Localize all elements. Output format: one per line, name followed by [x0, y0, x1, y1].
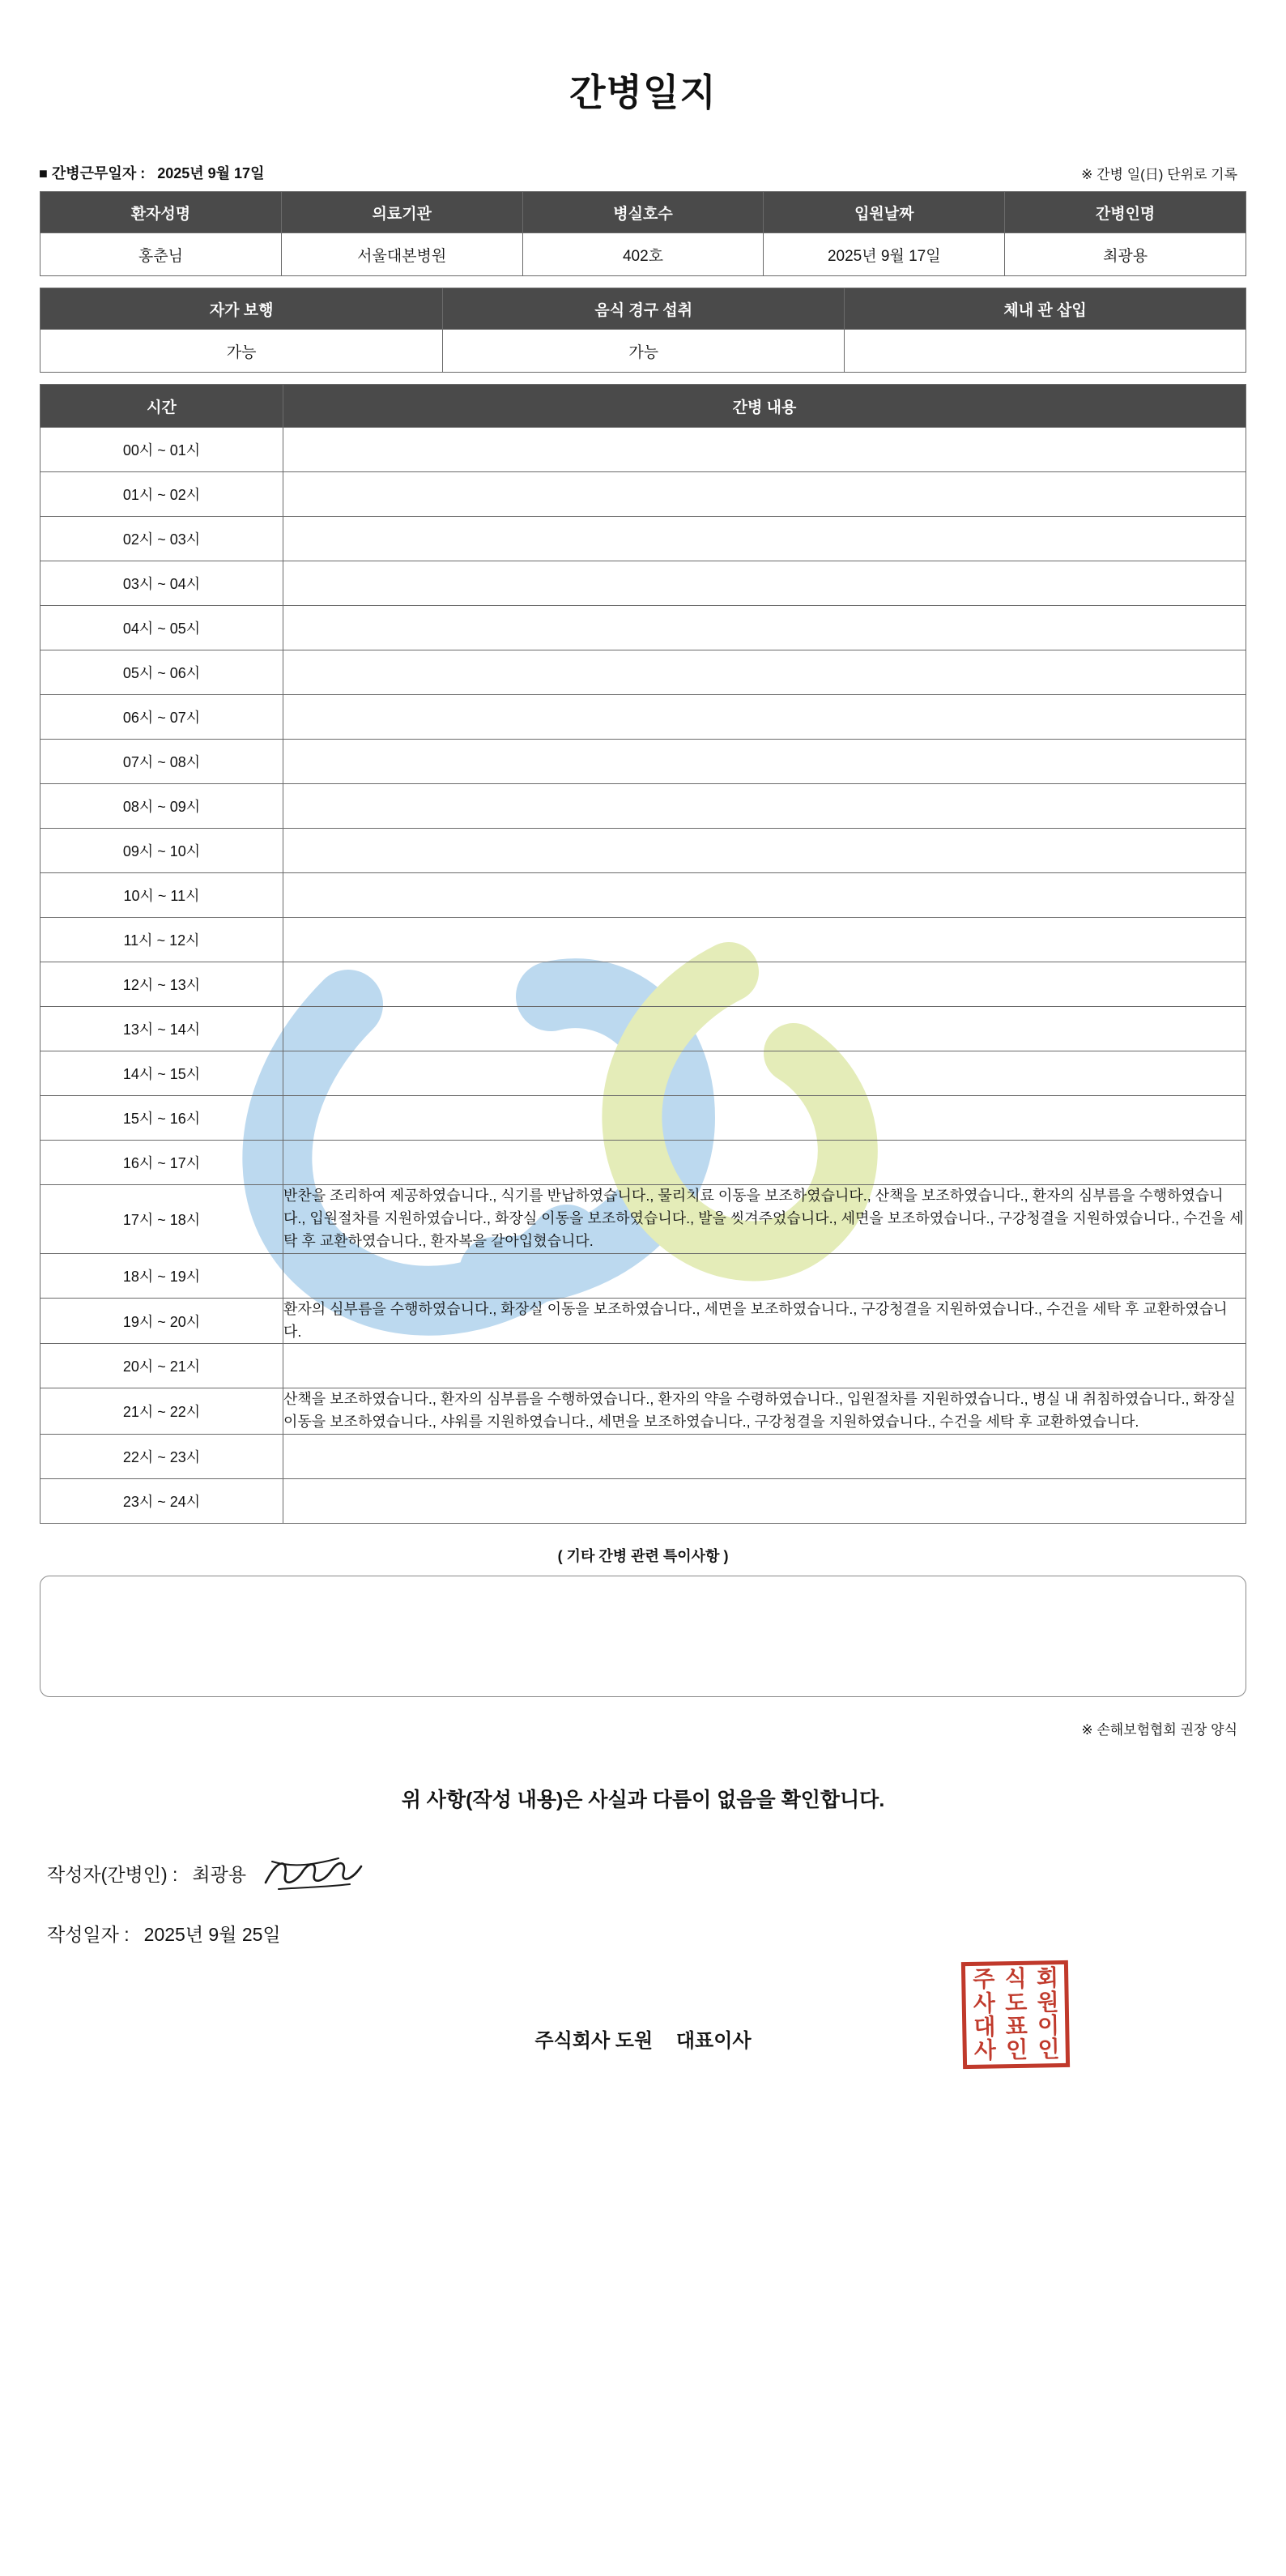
- table-row: [40, 561, 1246, 606]
- care-content[interactable]: [283, 606, 1246, 650]
- meta-row: [39, 162, 1237, 183]
- writer-row: [47, 1852, 1286, 1894]
- care-content[interactable]: [283, 650, 1246, 695]
- header-self-walking: 자가 보행: [40, 288, 443, 330]
- time-slot: 13시 ~ 14시: [40, 1007, 283, 1051]
- table-row: [40, 1007, 1246, 1051]
- care-content[interactable]: [283, 561, 1246, 606]
- table-row: [40, 740, 1246, 784]
- write-date-row: [47, 1920, 1286, 1947]
- time-slot: 10시 ~ 11시: [40, 873, 283, 918]
- header-care-content: 간병 내용: [283, 385, 1246, 428]
- header-room-number: 병실호수: [522, 192, 764, 233]
- table-header-row: [40, 192, 1246, 233]
- time-slot: 04시 ~ 05시: [40, 606, 283, 650]
- header-oral-intake: 음식 경구 섭취: [443, 288, 845, 330]
- value-room-number: 402호: [522, 233, 764, 276]
- table-row: [40, 1388, 1246, 1435]
- write-date-label: 작성일자 :: [47, 1924, 130, 1946]
- care-content[interactable]: 산책을 보조하였습니다., 환자의 심부름을 수행하였습니다., 환자의 약을 수령하였습니다., 입원절차를 지원하였습니다., 병실 내 취침하였습니다., 화장실 이동을 보조하였습니다., 샤워를 지원하였습니다., 세면을 보조하였습니다., 구강청결을 지원하였습니다., 수건을 세탁 후 교환하였습니다.: [283, 1388, 1246, 1435]
- time-slot: 00시 ~ 01시: [40, 428, 283, 472]
- care-content[interactable]: [283, 472, 1246, 517]
- care-content[interactable]: [283, 517, 1246, 561]
- care-content[interactable]: [283, 1253, 1246, 1298]
- table-header-row: [40, 385, 1246, 428]
- time-slot: 17시 ~ 18시: [40, 1185, 283, 1254]
- care-content[interactable]: [283, 1344, 1246, 1388]
- status-table: [40, 288, 1246, 373]
- time-slot: 01시 ~ 02시: [40, 472, 283, 517]
- table-row: [40, 606, 1246, 650]
- time-slot: 03시 ~ 04시: [40, 561, 283, 606]
- table-row: [40, 650, 1246, 695]
- care-content[interactable]: [283, 428, 1246, 472]
- table-row: [40, 1344, 1246, 1388]
- table-row: [40, 918, 1246, 962]
- value-hospital: 서울대본병원: [281, 233, 522, 276]
- header-caregiver-name: 간병인명: [1005, 192, 1246, 233]
- time-slot: 23시 ~ 24시: [40, 1479, 283, 1524]
- time-slot: 12시 ~ 13시: [40, 962, 283, 1007]
- time-slot: 09시 ~ 10시: [40, 829, 283, 873]
- table-row: [40, 873, 1246, 918]
- unit-note: ※ 간병 일(日) 단위로 기록: [1081, 167, 1237, 182]
- care-content[interactable]: [283, 1435, 1246, 1479]
- table-row: [40, 428, 1246, 472]
- care-content[interactable]: 반찬을 조리하여 제공하였습니다., 식기를 반납하였습니다., 물리치료 이동을 보조하였습니다., 산책을 보조하였습니다., 환자의 심부름을 수행하였습니다., 입원절차를 지원하였습니다., 화장실 이동을 보조하였습니다., 발을 씻겨주었습니다., 세면을 보조하였습니다., 구강청결을 지원하였습니다., 수건을 세탁 후 교환하였습니다., 환자복을 갈아입혔습니다.: [283, 1185, 1246, 1254]
- header-admission-date: 입원날짜: [764, 192, 1005, 233]
- time-slot: 18시 ~ 19시: [40, 1253, 283, 1298]
- time-slot: 06시 ~ 07시: [40, 695, 283, 740]
- care-log-table: [40, 384, 1246, 1524]
- value-admission-date: 2025년 9월 17일: [764, 233, 1005, 276]
- table-row: [40, 1479, 1246, 1524]
- care-content[interactable]: [283, 740, 1246, 784]
- value-oral-intake: 가능: [443, 330, 845, 373]
- time-slot: 21시 ~ 22시: [40, 1388, 283, 1435]
- work-date-label: ■ 간병근무일자 :: [39, 165, 146, 181]
- time-slot: 11시 ~ 12시: [40, 918, 283, 962]
- header-time: 시간: [40, 385, 283, 428]
- table-row: [40, 1253, 1246, 1298]
- company-name: 주식회사 도원: [534, 2030, 654, 2053]
- company-signature-line: [0, 1964, 1286, 2142]
- header-tube-insertion: 체내 관 삽입: [845, 288, 1246, 330]
- time-slot: 02시 ~ 03시: [40, 517, 283, 561]
- care-content[interactable]: [283, 1096, 1246, 1141]
- writer-value: 최광용: [192, 1863, 247, 1885]
- value-caregiver-name: 최광용: [1005, 233, 1246, 276]
- value-tube-insertion: [845, 330, 1246, 373]
- table-row: [40, 472, 1246, 517]
- work-date-value: 2025년 9월 17일: [157, 165, 265, 181]
- table-row: [40, 1185, 1246, 1254]
- care-content[interactable]: [283, 695, 1246, 740]
- notes-title: ( 기타 간병 관련 특이사항 ): [557, 1548, 729, 1565]
- table-row: [40, 233, 1246, 276]
- time-slot: 19시 ~ 20시: [40, 1298, 283, 1344]
- care-content[interactable]: [283, 1007, 1246, 1051]
- work-date: [39, 162, 264, 183]
- time-slot: 20시 ~ 21시: [40, 1344, 283, 1388]
- table-row: [40, 829, 1246, 873]
- care-content[interactable]: [283, 1141, 1246, 1185]
- time-slot: 08시 ~ 09시: [40, 784, 283, 829]
- care-content[interactable]: [283, 1051, 1246, 1096]
- patient-info-table: [40, 191, 1246, 276]
- company-stamp-icon: 주 식 회 사 도 원 대 표 이 사 인 인: [961, 1960, 1070, 2069]
- table-row: [40, 1051, 1246, 1096]
- table-row: [40, 784, 1246, 829]
- header-hospital: 의료기관: [281, 192, 522, 233]
- time-slot: 15시 ~ 16시: [40, 1096, 283, 1141]
- page-title: 간병일지: [569, 71, 717, 113]
- write-date-value: 2025년 9월 25일: [143, 1924, 281, 1946]
- confirmation-statement: 위 사항(작성 내용)은 사실과 다름이 없음을 확인합니다.: [401, 1789, 885, 1812]
- signature-icon: [261, 1852, 366, 1894]
- care-content[interactable]: [283, 784, 1246, 829]
- care-content[interactable]: 환자의 심부름을 수행하였습니다., 화장실 이동을 보조하였습니다., 세면을 보조하였습니다., 구강청결을 지원하였습니다., 수건을 세탁 후 교환하였습니다.: [283, 1298, 1246, 1344]
- time-slot: 22시 ~ 23시: [40, 1435, 283, 1479]
- table-row: [40, 695, 1246, 740]
- time-slot: 14시 ~ 15시: [40, 1051, 283, 1096]
- notes-textarea[interactable]: [40, 1576, 1246, 1697]
- table-row: [40, 1141, 1246, 1185]
- care-content[interactable]: [283, 918, 1246, 962]
- time-slot: 16시 ~ 17시: [40, 1141, 283, 1185]
- header-patient-name: 환자성명: [40, 192, 282, 233]
- signer-block: [47, 1852, 1286, 1947]
- care-content[interactable]: [283, 1479, 1246, 1524]
- table-header-row: [40, 288, 1246, 330]
- care-content[interactable]: [283, 829, 1246, 873]
- table-row: [40, 517, 1246, 561]
- company-role: 대표이사: [675, 2030, 752, 2053]
- care-content[interactable]: [283, 873, 1246, 918]
- table-row: [40, 1435, 1246, 1479]
- time-slot: 05시 ~ 06시: [40, 650, 283, 695]
- time-slot: 07시 ~ 08시: [40, 740, 283, 784]
- table-row: [40, 330, 1246, 373]
- table-row: [40, 1298, 1246, 1344]
- table-row: [40, 962, 1246, 1007]
- form-source-note: ※ 손해보험협회 권장 양식: [1081, 1722, 1237, 1738]
- care-content[interactable]: [283, 962, 1246, 1007]
- value-patient-name: 홍춘님: [40, 233, 282, 276]
- value-self-walking: 가능: [40, 330, 443, 373]
- writer-label: 작성자(간병인) :: [47, 1863, 178, 1885]
- table-row: [40, 1096, 1246, 1141]
